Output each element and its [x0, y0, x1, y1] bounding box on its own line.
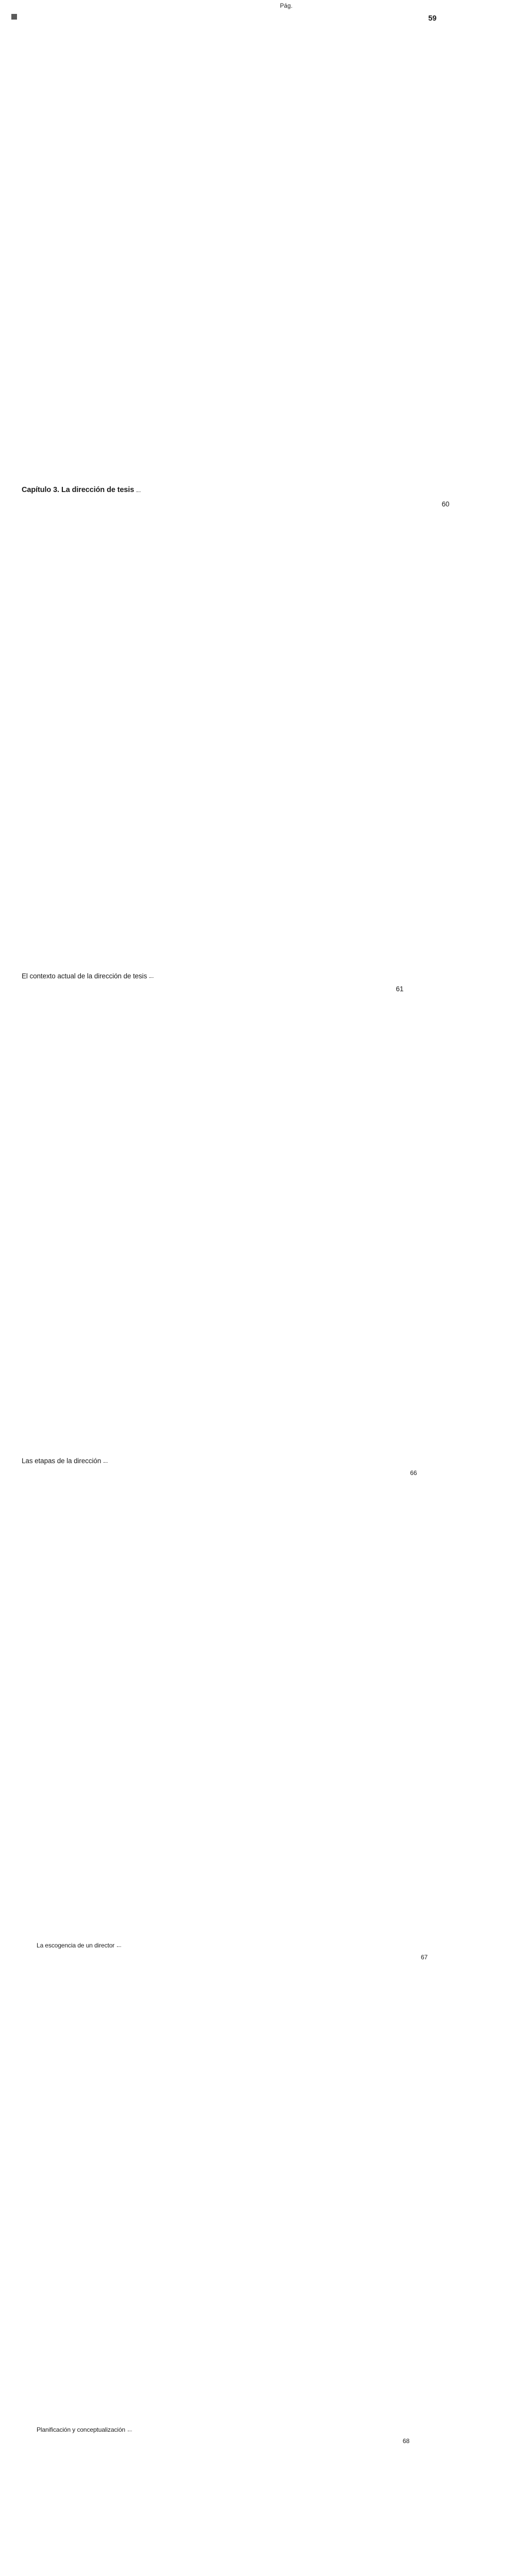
- leader-dots: [117, 1946, 121, 1947]
- chapter-title: Capítulo 3. La dirección de tesis: [22, 486, 134, 494]
- chapter-page-number: 59: [428, 14, 437, 23]
- toc-entry-label: Las etapas de la dirección: [22, 1456, 101, 1465]
- toc-entry-label: El contexto actual de la dirección de tesis: [22, 972, 147, 980]
- toc-entry-page: 66: [410, 1469, 417, 1477]
- square-bullet-icon: [11, 14, 17, 20]
- toc-entry[interactable]: [11, 497, 450, 980]
- chapter-heading[interactable]: [11, 11, 437, 494]
- toc-entry[interactable]: [11, 1466, 417, 1949]
- leader-dots: [104, 1462, 108, 1463]
- toc-entry-page: 61: [396, 985, 404, 993]
- leader-dots: [149, 977, 154, 978]
- toc-entry-label: La escogencia de un director: [37, 1942, 115, 1949]
- page-column-header: Pág.: [280, 3, 293, 9]
- toc-entry-label: Planificación y conceptualización: [37, 2426, 126, 2433]
- toc-entry[interactable]: [11, 1951, 428, 2433]
- table-of-contents: [11, 11, 450, 2576]
- toc-entry-page: 67: [420, 1953, 428, 1961]
- toc-entry[interactable]: [11, 2434, 410, 2576]
- toc-entry[interactable]: [11, 982, 404, 1465]
- toc-entry-page: 68: [402, 2437, 410, 2445]
- toc-entry-page: 60: [441, 500, 450, 508]
